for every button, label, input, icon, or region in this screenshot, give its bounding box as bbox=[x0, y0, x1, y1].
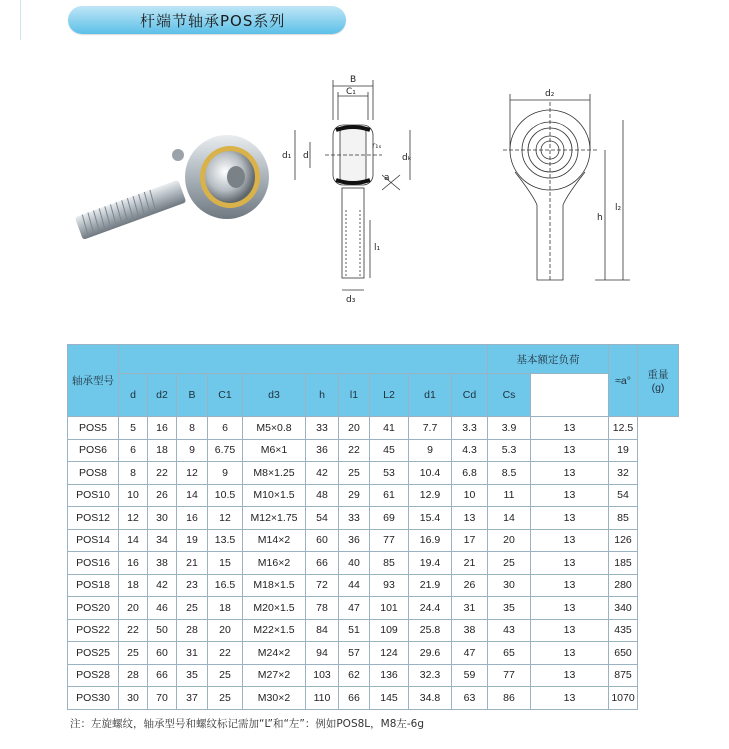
table-cell: 101 bbox=[370, 597, 409, 620]
table-cell: 136 bbox=[370, 664, 409, 687]
table-cell: 86 bbox=[488, 687, 531, 710]
label-d1: d₁ bbox=[282, 151, 292, 161]
table-cell: 38 bbox=[148, 552, 177, 575]
table-cell: 14 bbox=[119, 529, 148, 552]
table-cell: 16 bbox=[148, 417, 177, 440]
table-cell: 36 bbox=[306, 439, 339, 462]
model-cell: POS22 bbox=[68, 619, 119, 642]
label-dk: dₖ bbox=[402, 153, 412, 163]
table-cell: 36 bbox=[339, 529, 370, 552]
model-cell: POS16 bbox=[68, 552, 119, 575]
table-cell: 66 bbox=[306, 552, 339, 575]
model-cell: POS25 bbox=[68, 642, 119, 665]
table-cell: M24×2 bbox=[243, 642, 306, 665]
table-cell: 13 bbox=[531, 687, 609, 710]
table-cell: 13 bbox=[531, 574, 609, 597]
table-cell: 51 bbox=[339, 619, 370, 642]
table-cell: 16 bbox=[119, 552, 148, 575]
table-cell: 5 bbox=[119, 417, 148, 440]
col-header-angle: ≈a° bbox=[609, 345, 638, 417]
table-cell: 9 bbox=[208, 462, 243, 485]
col-header: B bbox=[177, 374, 208, 417]
model-cell: POS6 bbox=[68, 439, 119, 462]
table-cell: 19 bbox=[609, 439, 638, 462]
col-header: d3 bbox=[243, 374, 306, 417]
table-cell: 8.5 bbox=[488, 462, 531, 485]
table-cell: 29.6 bbox=[409, 642, 452, 665]
table-cell: 48 bbox=[306, 484, 339, 507]
table-cell: M14×2 bbox=[243, 529, 306, 552]
table-cell: 32.3 bbox=[409, 664, 452, 687]
label-a: a bbox=[384, 173, 390, 183]
table-cell: 20 bbox=[339, 417, 370, 440]
table-cell: 53 bbox=[370, 462, 409, 485]
table-cell: M30×2 bbox=[243, 687, 306, 710]
table-cell: M16×2 bbox=[243, 552, 306, 575]
table-cell: 70 bbox=[148, 687, 177, 710]
table-cell: 25 bbox=[488, 552, 531, 575]
table-cell: 13 bbox=[531, 529, 609, 552]
table-cell: 37 bbox=[177, 687, 208, 710]
table-row bbox=[68, 619, 679, 642]
table-cell: 93 bbox=[370, 574, 409, 597]
page-title: 杆端节轴承POS系列 bbox=[140, 12, 286, 30]
table-cell: 12 bbox=[119, 507, 148, 530]
header-blank bbox=[119, 345, 488, 374]
col-header-weight: 重量 (g) bbox=[638, 345, 679, 417]
table-cell: 3.9 bbox=[488, 417, 531, 440]
table-row bbox=[68, 462, 679, 485]
table-cell: 31 bbox=[177, 642, 208, 665]
table-cell: 13 bbox=[531, 642, 609, 665]
table-cell: 20 bbox=[488, 529, 531, 552]
table-cell: 40 bbox=[339, 552, 370, 575]
table-row bbox=[68, 529, 679, 552]
label-h: h bbox=[597, 213, 603, 223]
label-l1: l₁ bbox=[374, 243, 381, 253]
table-cell: 42 bbox=[148, 574, 177, 597]
table-cell: 6.75 bbox=[208, 439, 243, 462]
table-cell: M6×1 bbox=[243, 439, 306, 462]
table-cell: 47 bbox=[339, 597, 370, 620]
table-cell: 10 bbox=[119, 484, 148, 507]
table-cell: 41 bbox=[370, 417, 409, 440]
model-cell: POS18 bbox=[68, 574, 119, 597]
table-cell: 16 bbox=[177, 507, 208, 530]
table-cell: 17 bbox=[452, 529, 488, 552]
col-header-model: 轴承型号 bbox=[68, 345, 119, 417]
front-view-drawing bbox=[495, 80, 635, 285]
footnote: 注：左旋螺纹，轴承型号和螺纹标记需加“L”和“左”：例如POS8L，M8左-6g bbox=[70, 718, 425, 730]
table-cell: 54 bbox=[609, 484, 638, 507]
table-cell: 185 bbox=[609, 552, 638, 575]
table-cell: 66 bbox=[148, 664, 177, 687]
table-cell: 59 bbox=[452, 664, 488, 687]
table-cell: 22 bbox=[339, 439, 370, 462]
table-cell: 15.4 bbox=[409, 507, 452, 530]
table-row bbox=[68, 507, 679, 530]
table-cell: 13 bbox=[531, 462, 609, 485]
side-view-drawing bbox=[270, 70, 420, 305]
table-cell: 7.7 bbox=[409, 417, 452, 440]
table-cell: 57 bbox=[339, 642, 370, 665]
col-header: d2 bbox=[148, 374, 177, 417]
label-C1: C₁ bbox=[346, 87, 356, 97]
table-cell: 9 bbox=[177, 439, 208, 462]
table-cell: M20×1.5 bbox=[243, 597, 306, 620]
table-cell: 69 bbox=[370, 507, 409, 530]
table-cell: 72 bbox=[306, 574, 339, 597]
col-header: L2 bbox=[370, 374, 409, 417]
table-cell: 21 bbox=[177, 552, 208, 575]
table-cell: 26 bbox=[452, 574, 488, 597]
table-cell: 29 bbox=[339, 484, 370, 507]
table-cell: 25 bbox=[339, 462, 370, 485]
table-cell: 25 bbox=[119, 642, 148, 665]
table-cell: 28 bbox=[119, 664, 148, 687]
table-cell: M22×1.5 bbox=[243, 619, 306, 642]
table-cell: 33 bbox=[306, 417, 339, 440]
model-cell: POS14 bbox=[68, 529, 119, 552]
col-header: l1 bbox=[339, 374, 370, 417]
table-cell: 9 bbox=[409, 439, 452, 462]
table-cell: 34 bbox=[148, 529, 177, 552]
table-cell: 24.4 bbox=[409, 597, 452, 620]
table-cell: 22 bbox=[148, 462, 177, 485]
table-cell: 435 bbox=[609, 619, 638, 642]
table-cell: 28 bbox=[177, 619, 208, 642]
table-cell: 875 bbox=[609, 664, 638, 687]
table-cell: 30 bbox=[119, 687, 148, 710]
table-cell: M27×2 bbox=[243, 664, 306, 687]
table-cell: M12×1.75 bbox=[243, 507, 306, 530]
table-cell: M5×0.8 bbox=[243, 417, 306, 440]
table-cell: 84 bbox=[306, 619, 339, 642]
label-B: B bbox=[350, 75, 357, 85]
table-cell: 77 bbox=[370, 529, 409, 552]
table-cell: 26 bbox=[148, 484, 177, 507]
table-cell: 1070 bbox=[609, 687, 638, 710]
table-cell: 4.3 bbox=[452, 439, 488, 462]
table-cell: 77 bbox=[488, 664, 531, 687]
table-row bbox=[68, 439, 679, 462]
table-cell: 12 bbox=[208, 507, 243, 530]
table-cell: 6 bbox=[208, 417, 243, 440]
label-r1s: r₁ₛ bbox=[372, 141, 382, 150]
model-cell: POS10 bbox=[68, 484, 119, 507]
table-cell: 66 bbox=[339, 687, 370, 710]
table-cell: 16.9 bbox=[409, 529, 452, 552]
table-row bbox=[68, 417, 679, 440]
table-cell: 8 bbox=[119, 462, 148, 485]
table-cell: M10×1.5 bbox=[243, 484, 306, 507]
label-d3: d₃ bbox=[346, 295, 356, 305]
table-cell: 3.3 bbox=[452, 417, 488, 440]
table-cell: 54 bbox=[306, 507, 339, 530]
table-cell: 65 bbox=[488, 642, 531, 665]
table-row bbox=[68, 574, 679, 597]
table-cell: 6.8 bbox=[452, 462, 488, 485]
table-cell: 145 bbox=[370, 687, 409, 710]
table-cell: 10 bbox=[452, 484, 488, 507]
table-cell: 13 bbox=[531, 619, 609, 642]
table-cell: 11 bbox=[488, 484, 531, 507]
table-cell: 25 bbox=[208, 664, 243, 687]
table-cell: 45 bbox=[370, 439, 409, 462]
table-cell: 63 bbox=[452, 687, 488, 710]
table-row bbox=[68, 664, 679, 687]
model-cell: POS28 bbox=[68, 664, 119, 687]
col-header: Cs bbox=[488, 374, 531, 417]
table-cell: 14 bbox=[177, 484, 208, 507]
table-cell: 13 bbox=[531, 439, 609, 462]
table-cell: 50 bbox=[148, 619, 177, 642]
table-cell: 8 bbox=[177, 417, 208, 440]
table-cell: 12.9 bbox=[409, 484, 452, 507]
table-cell: 33 bbox=[339, 507, 370, 530]
table-cell: 47 bbox=[452, 642, 488, 665]
model-cell: POS30 bbox=[68, 687, 119, 710]
table-cell: 18 bbox=[208, 597, 243, 620]
table-cell: 13 bbox=[531, 552, 609, 575]
col-header: C1 bbox=[208, 374, 243, 417]
table-cell: 21.9 bbox=[409, 574, 452, 597]
table-cell: 6 bbox=[119, 439, 148, 462]
table-cell: 13 bbox=[452, 507, 488, 530]
table-cell: 46 bbox=[148, 597, 177, 620]
table-cell: 35 bbox=[177, 664, 208, 687]
table-cell: 20 bbox=[208, 619, 243, 642]
table-cell: 85 bbox=[370, 552, 409, 575]
table-cell: 30 bbox=[488, 574, 531, 597]
table-cell: 13 bbox=[531, 484, 609, 507]
table-cell: 15 bbox=[208, 552, 243, 575]
col-header-load-group: 基本额定负荷 bbox=[488, 345, 609, 374]
table-cell: 109 bbox=[370, 619, 409, 642]
table-cell: 13 bbox=[531, 597, 609, 620]
table-cell: 340 bbox=[609, 597, 638, 620]
table-cell: 126 bbox=[609, 529, 638, 552]
model-cell: POS20 bbox=[68, 597, 119, 620]
table-cell: 38 bbox=[452, 619, 488, 642]
table-cell: 12.5 bbox=[609, 417, 638, 440]
table-cell: 19.4 bbox=[409, 552, 452, 575]
col-header: d bbox=[119, 374, 148, 417]
table-cell: 20 bbox=[119, 597, 148, 620]
table-cell: 18 bbox=[148, 439, 177, 462]
table-cell: 60 bbox=[148, 642, 177, 665]
label-d: d bbox=[303, 151, 309, 161]
table-cell: M18×1.5 bbox=[243, 574, 306, 597]
table-body bbox=[68, 417, 679, 710]
table-row bbox=[68, 687, 679, 710]
table-row bbox=[68, 597, 679, 620]
table-cell: 32 bbox=[609, 462, 638, 485]
left-divider bbox=[20, 0, 21, 40]
table-cell: 43 bbox=[488, 619, 531, 642]
table-cell: 60 bbox=[306, 529, 339, 552]
table-cell: 25 bbox=[177, 597, 208, 620]
table-cell: 13 bbox=[531, 507, 609, 530]
table-cell: 10.5 bbox=[208, 484, 243, 507]
col-header: Cd bbox=[452, 374, 488, 417]
table-cell: 124 bbox=[370, 642, 409, 665]
table-row bbox=[68, 642, 679, 665]
table-cell: 13.5 bbox=[208, 529, 243, 552]
label-l2: l₂ bbox=[615, 203, 622, 213]
spec-table bbox=[67, 344, 679, 710]
header-row-1 bbox=[68, 345, 679, 374]
table-cell: 62 bbox=[339, 664, 370, 687]
model-cell: POS5 bbox=[68, 417, 119, 440]
table-cell: 34.8 bbox=[409, 687, 452, 710]
table-cell: 18 bbox=[119, 574, 148, 597]
table-cell: 21 bbox=[452, 552, 488, 575]
table-cell: 280 bbox=[609, 574, 638, 597]
label-d2: d₂ bbox=[545, 89, 555, 99]
model-cell: POS8 bbox=[68, 462, 119, 485]
table-cell: 10.4 bbox=[409, 462, 452, 485]
table-cell: 13 bbox=[531, 664, 609, 687]
table-cell: 12 bbox=[177, 462, 208, 485]
table-cell: M8×1.25 bbox=[243, 462, 306, 485]
table-cell: 22 bbox=[208, 642, 243, 665]
table-cell: 31 bbox=[452, 597, 488, 620]
table-cell: 650 bbox=[609, 642, 638, 665]
table-row bbox=[68, 552, 679, 575]
header-row-2 bbox=[68, 374, 679, 417]
table-cell: 13 bbox=[531, 417, 609, 440]
table-cell: 25 bbox=[208, 687, 243, 710]
table-cell: 61 bbox=[370, 484, 409, 507]
table-cell: 30 bbox=[148, 507, 177, 530]
table-cell: 5.3 bbox=[488, 439, 531, 462]
table-cell: 16.5 bbox=[208, 574, 243, 597]
table-cell: 44 bbox=[339, 574, 370, 597]
table-cell: 22 bbox=[119, 619, 148, 642]
col-header: h bbox=[306, 374, 339, 417]
model-cell: POS12 bbox=[68, 507, 119, 530]
table-cell: 23 bbox=[177, 574, 208, 597]
table-cell: 103 bbox=[306, 664, 339, 687]
table-row bbox=[68, 484, 679, 507]
table-cell: 78 bbox=[306, 597, 339, 620]
table-cell: 19 bbox=[177, 529, 208, 552]
rod-end-bearing-photo bbox=[72, 125, 272, 245]
table-cell: 110 bbox=[306, 687, 339, 710]
table-cell: 35 bbox=[488, 597, 531, 620]
table-cell: 94 bbox=[306, 642, 339, 665]
table-cell: 85 bbox=[609, 507, 638, 530]
table-cell: 42 bbox=[306, 462, 339, 485]
table-cell: 14 bbox=[488, 507, 531, 530]
table-cell: 25.8 bbox=[409, 619, 452, 642]
col-header: d1 bbox=[409, 374, 452, 417]
